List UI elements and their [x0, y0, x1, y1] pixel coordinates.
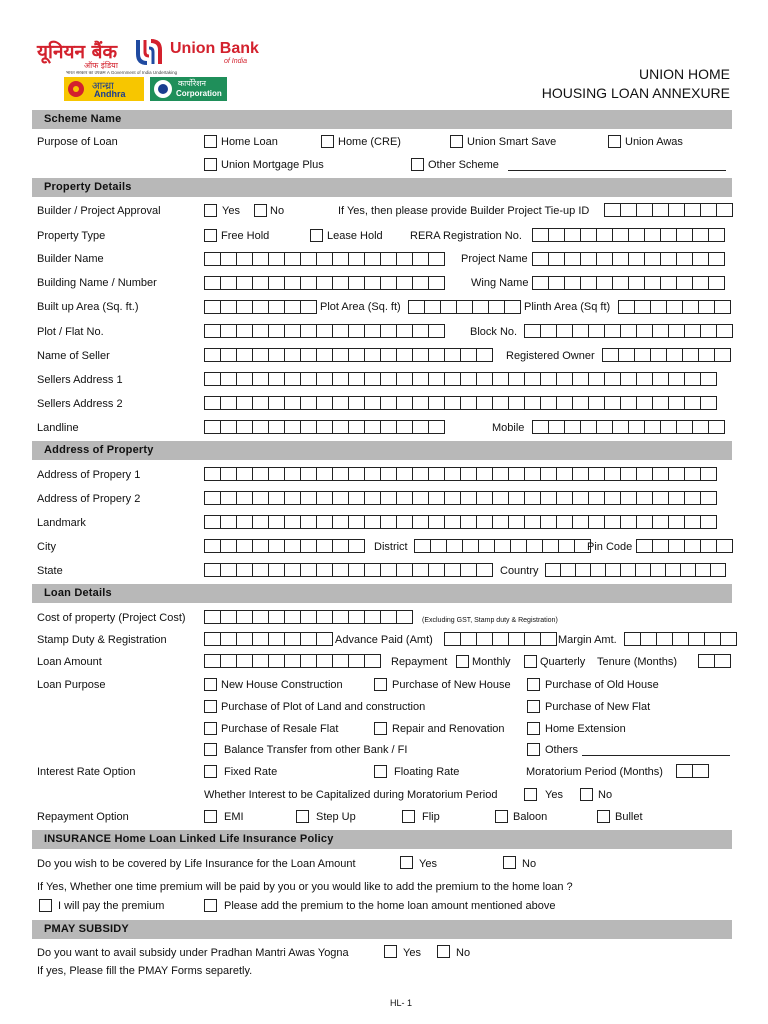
purchase-new-house-checkbox[interactable] — [374, 678, 387, 691]
insurance-yes-label: Yes — [419, 858, 437, 870]
advance-paid-grid[interactable] — [444, 632, 557, 646]
advance-paid-label: Advance Paid (Amt) — [335, 634, 433, 646]
other-scheme-label: Other Scheme — [428, 159, 499, 171]
rera-grid[interactable] — [532, 228, 725, 242]
landmark-label: Landmark — [37, 517, 86, 529]
section-pmay: PMAY SUBSIDY — [32, 920, 732, 939]
section-address-of-property: Address of Property — [32, 441, 732, 460]
block-no-grid[interactable] — [524, 324, 733, 338]
interest-option-label: Interest Rate Option — [37, 766, 136, 778]
new-flat-checkbox[interactable] — [527, 700, 540, 713]
home-loan-label: Home Loan — [221, 136, 278, 148]
district-label: District — [374, 541, 408, 553]
wing-name-grid[interactable] — [532, 276, 725, 290]
registered-owner-grid[interactable] — [602, 348, 731, 362]
andhra-logo — [64, 77, 144, 101]
purpose-of-loan-label: Purpose of Loan — [37, 136, 118, 148]
insurance-no-checkbox[interactable] — [503, 856, 516, 869]
plot-construction-label: Purchase of Plot of Land and construction — [221, 701, 426, 713]
city-grid[interactable] — [204, 539, 365, 553]
landmark-grid[interactable] — [204, 515, 717, 529]
builder-approval-yes-checkbox[interactable] — [204, 204, 217, 217]
builder-approval-no-label: No — [270, 205, 285, 217]
resale-flat-label: Purchase of Resale Flat — [221, 723, 339, 735]
seller-address-1-label: Sellers Address 1 — [37, 374, 123, 386]
address-1-grid[interactable] — [204, 467, 717, 481]
state-label: State — [37, 565, 63, 577]
balance-transfer-label: Balance Transfer from other Bank / FI — [224, 744, 408, 756]
brand-english: Union Bank — [170, 40, 259, 57]
corporation-emblem-icon — [153, 79, 173, 99]
form-title-1: UNION HOME — [639, 66, 730, 82]
smart-save-label: Union Smart Save — [467, 136, 557, 148]
section-property-details: Property Details — [32, 178, 732, 197]
pay-premium-label: I will pay the premium — [58, 900, 165, 912]
union-awas-checkbox[interactable] — [608, 135, 621, 148]
builder-approval-label: Builder / Project Approval — [37, 205, 161, 217]
building-name-grid[interactable] — [204, 276, 445, 290]
country-label: Country — [500, 565, 539, 577]
balance-transfer-checkbox[interactable] — [204, 743, 217, 756]
purchase-old-house-checkbox[interactable] — [527, 678, 540, 691]
builder-name-label: Builder Name — [37, 253, 104, 265]
lease-hold-checkbox[interactable] — [310, 229, 323, 242]
baloon-checkbox[interactable] — [495, 810, 508, 823]
add-premium-label: Please add the premium to the home loan amount mentioned above — [224, 900, 556, 912]
tenure-grid[interactable] — [698, 654, 731, 668]
plot-area-grid[interactable] — [408, 300, 521, 314]
cost-label: Cost of property (Project Cost) — [37, 612, 186, 624]
monthly-checkbox[interactable] — [456, 655, 469, 668]
quarterly-label: Quarterly — [540, 656, 586, 668]
tieup-id-grid[interactable] — [604, 203, 733, 217]
step-up-label: Step Up — [316, 811, 356, 823]
project-name-label: Project Name — [461, 253, 528, 265]
plot-area-label: Plot Area (Sq. ft) — [320, 301, 401, 313]
section-scheme-name: Scheme Name — [32, 110, 732, 129]
project-name-grid[interactable] — [532, 252, 725, 266]
home-cre-label: Home (CRE) — [338, 136, 401, 148]
loan-amount-grid[interactable] — [204, 654, 381, 668]
new-flat-label: Purchase of New Flat — [545, 701, 651, 713]
new-construction-checkbox[interactable] — [204, 678, 217, 691]
property-type-label: Property Type — [37, 230, 106, 242]
floating-rate-checkbox[interactable] — [374, 765, 387, 778]
tenure-label: Tenure (Months) — [597, 656, 678, 668]
union-awas-label: Union Awas — [625, 136, 683, 148]
capitalized-yes-label: Yes — [545, 789, 563, 801]
other-scheme-checkbox[interactable] — [411, 158, 424, 171]
section-insurance: INSURANCE Home Loan Linked Life Insurance Policy — [32, 830, 732, 849]
plinth-area-label: Plinth Area (Sq ft) — [524, 301, 611, 313]
seller-address-2-label: Sellers Address 2 — [37, 398, 123, 410]
capitalized-no-checkbox[interactable] — [580, 788, 593, 801]
home-loan-checkbox[interactable] — [204, 135, 217, 148]
purchase-new-house-label: Purchase of New House — [392, 679, 511, 691]
landline-label: Landline — [37, 422, 79, 434]
flip-checkbox[interactable] — [402, 810, 415, 823]
builder-name-grid[interactable] — [204, 252, 445, 266]
loan-purpose-label: Loan Purpose — [37, 679, 106, 691]
plinth-area-grid[interactable] — [618, 300, 731, 314]
floating-rate-label: Floating Rate — [394, 766, 460, 778]
builder-approval-yes-label: Yes — [222, 205, 240, 217]
page-number: HL- 1 — [390, 998, 413, 1008]
rera-label: RERA Registration No. — [410, 230, 522, 242]
moratorium-label: Moratorium Period (Months) — [526, 766, 663, 778]
building-name-label: Building Name / Number — [37, 277, 157, 289]
union-bank-logo-icon — [132, 36, 166, 68]
form-title-2: HOUSING LOAN ANNEXURE — [541, 85, 730, 101]
brand-english-sub: of India — [224, 58, 247, 65]
lease-hold-label: Lease Hold — [327, 230, 383, 242]
address-2-grid[interactable] — [204, 491, 717, 505]
monthly-label: Monthly — [472, 656, 511, 668]
moratorium-grid[interactable] — [676, 764, 709, 778]
pmay-question: Do you want to avail subsidy under Pradhan Mantri Awas Yogna — [37, 947, 349, 959]
margin-label: Margin Amt. — [558, 634, 617, 646]
brand-hindi: यूनियन बैंक — [37, 41, 118, 63]
seller-name-label: Name of Seller — [37, 350, 110, 362]
cost-note: (Excluding GST, Stamp duty & Registration) — [422, 617, 558, 624]
state-grid[interactable] — [204, 563, 493, 577]
insurance-yes-checkbox[interactable] — [400, 856, 413, 869]
home-extension-label: Home Extension — [545, 723, 626, 735]
free-hold-checkbox[interactable] — [204, 229, 217, 242]
address-1-label: Address of Propery 1 — [37, 469, 141, 481]
brand-hindi-sub: ऑफ इंडिया — [84, 61, 118, 70]
quarterly-checkbox[interactable] — [524, 655, 537, 668]
margin-grid[interactable] — [624, 632, 737, 646]
section-loan-details: Loan Details — [32, 584, 732, 603]
built-up-area-grid[interactable] — [204, 300, 317, 314]
corp-hindi: कार्पोरेशन — [178, 79, 206, 88]
pin-code-label: Pin Code — [587, 541, 633, 553]
repayment-option-label: Repayment Option — [37, 811, 129, 823]
premium-question: If Yes, Whether one time premium will be paid by you or you would like to add the premium to the home loan ? — [37, 881, 573, 893]
pmay-yes-label: Yes — [403, 947, 421, 959]
mortgage-plus-checkbox[interactable] — [204, 158, 217, 171]
emi-label: EMI — [224, 811, 244, 823]
builder-approval-no-checkbox[interactable] — [254, 204, 267, 217]
insurance-question: Do you wish to be covered by Life Insurance for the Loan Amount — [37, 858, 356, 870]
add-premium-checkbox[interactable] — [204, 899, 217, 912]
home-cre-checkbox[interactable] — [321, 135, 334, 148]
address-2-label: Address of Propery 2 — [37, 493, 141, 505]
city-label: City — [37, 541, 56, 553]
purchase-old-house-label: Purchase of Old House — [545, 679, 659, 691]
others-label: Others — [545, 744, 579, 756]
smart-save-checkbox[interactable] — [450, 135, 463, 148]
resale-flat-checkbox[interactable] — [204, 722, 217, 735]
seller-address-1-grid[interactable] — [204, 372, 717, 386]
baloon-label: Baloon — [513, 811, 548, 823]
others-checkbox[interactable] — [527, 743, 540, 756]
tagline: भारत सरकार का उपक्रम A Government of India Undertaking — [66, 70, 178, 75]
built-up-area-label: Built up Area (Sq. ft.) — [37, 301, 139, 313]
plot-construction-checkbox[interactable] — [204, 700, 217, 713]
insurance-no-label: No — [522, 858, 537, 870]
corporation-logo — [150, 77, 227, 101]
capitalized-no-label: No — [598, 789, 613, 801]
pay-premium-checkbox[interactable] — [39, 899, 52, 912]
repair-renovation-label: Repair and Renovation — [392, 723, 505, 735]
new-construction-label: New House Construction — [221, 679, 343, 691]
capitalized-label: Whether Interest to be Capitalized during Moratorium Period — [204, 789, 498, 801]
corp-english: Corporation — [176, 89, 222, 98]
cost-grid[interactable] — [204, 610, 413, 624]
andhra-hindi: आन्ध्रा — [92, 81, 114, 92]
plot-flat-label: Plot / Flat No. — [37, 326, 104, 338]
mortgage-plus-label: Union Mortgage Plus — [221, 159, 324, 171]
pmay-no-checkbox[interactable] — [437, 945, 450, 958]
pmay-no-label: No — [456, 947, 471, 959]
fixed-rate-checkbox[interactable] — [204, 765, 217, 778]
home-extension-checkbox[interactable] — [527, 722, 540, 735]
flip-label: Flip — [422, 811, 440, 823]
plot-flat-grid[interactable] — [204, 324, 445, 338]
loan-amount-label: Loan Amount — [37, 656, 102, 668]
others-line[interactable] — [582, 755, 730, 756]
bullet-label: Bullet — [615, 811, 643, 823]
pin-code-grid[interactable] — [636, 539, 733, 553]
repair-renovation-checkbox[interactable] — [374, 722, 387, 735]
pmay-yes-checkbox[interactable] — [384, 945, 397, 958]
block-no-label: Block No. — [470, 326, 518, 338]
wing-name-label: Wing Name — [471, 277, 529, 289]
stamp-duty-label: Stamp Duty & Registration — [37, 634, 167, 646]
bullet-checkbox[interactable] — [597, 810, 610, 823]
emi-checkbox[interactable] — [204, 810, 217, 823]
country-grid[interactable] — [545, 563, 726, 577]
mobile-label: Mobile — [492, 422, 525, 434]
other-scheme-line[interactable] — [508, 170, 726, 171]
capitalized-yes-checkbox[interactable] — [524, 788, 537, 801]
andhra-english: Andhra — [94, 89, 126, 99]
tieup-label: If Yes, then please provide Builder Project Tie-up ID — [338, 205, 590, 217]
step-up-checkbox[interactable] — [296, 810, 309, 823]
seller-name-grid[interactable] — [204, 348, 493, 362]
mobile-grid[interactable] — [532, 420, 725, 434]
stamp-duty-grid[interactable] — [204, 632, 333, 646]
free-hold-label: Free Hold — [221, 230, 270, 242]
pmay-note: If yes, Please fill the PMAY Forms separetly. — [37, 965, 253, 977]
andhra-emblem-icon — [67, 80, 85, 98]
repayment-label: Repayment — [391, 656, 448, 668]
registered-owner-label: Registered Owner — [506, 350, 595, 362]
fixed-rate-label: Fixed Rate — [224, 766, 278, 778]
seller-address-2-grid[interactable] — [204, 396, 717, 410]
district-grid[interactable] — [414, 539, 591, 553]
landline-grid[interactable] — [204, 420, 445, 434]
